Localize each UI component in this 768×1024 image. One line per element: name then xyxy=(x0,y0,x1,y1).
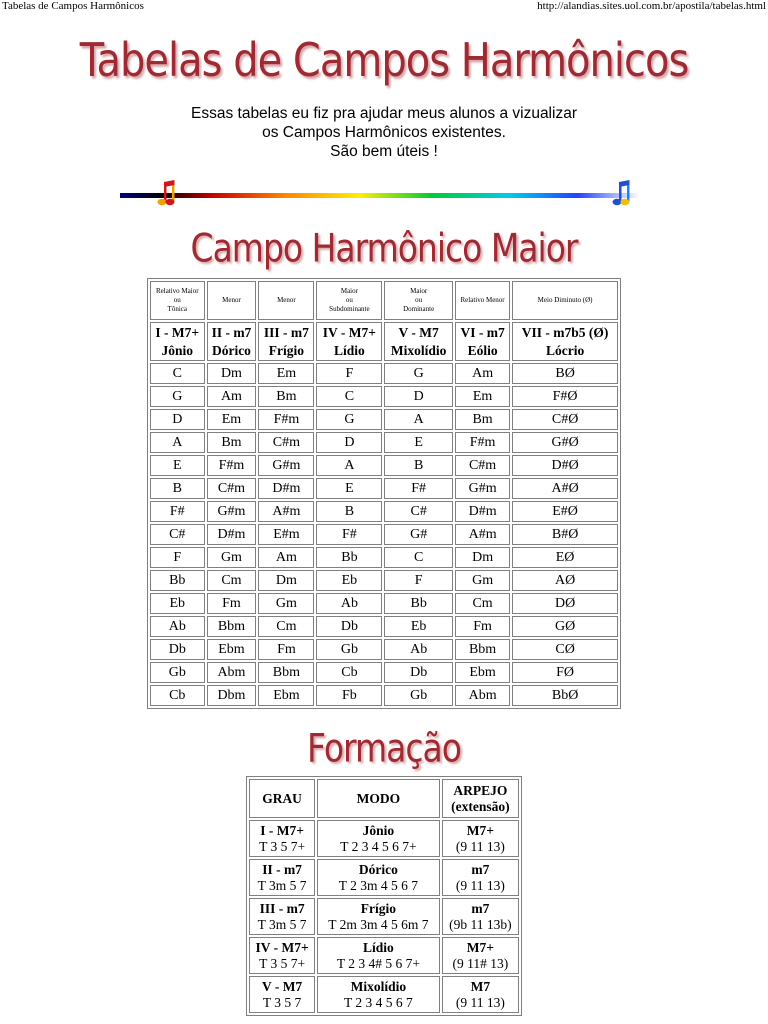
chord-cell: Cb xyxy=(316,662,382,683)
grau-notes: T 3 5 7 xyxy=(262,994,302,1010)
relation-label: Tônica xyxy=(167,305,187,313)
main-title: Tabelas de Campos Harmônicos xyxy=(79,34,689,88)
intro-line: Essas tabelas eu fiz pra ajudar meus alunos a vizualizar xyxy=(191,105,577,122)
page-title: Tabelas de Campos Harmônicos xyxy=(2,0,144,12)
chord-cell: C#m xyxy=(207,478,257,499)
arpejo-cell xyxy=(442,976,519,1013)
chord-cell: Ab xyxy=(150,616,205,637)
chord-cell: G#m xyxy=(258,455,314,476)
modo-header xyxy=(317,779,440,818)
chord-cell: BbØ xyxy=(512,685,618,706)
table-row xyxy=(150,455,618,476)
formacao-title: Formação xyxy=(307,724,461,771)
chord-cell: Bb xyxy=(384,593,453,614)
chord-cell: F#m xyxy=(207,455,257,476)
chord-cell: D#Ø xyxy=(512,455,618,476)
page-url: http://alandias.sites.uol.com.br/apostila/tabelas.html xyxy=(537,0,766,12)
chord-cell: GØ xyxy=(512,616,618,637)
grau-cell xyxy=(249,937,315,974)
chord-cell: D#m xyxy=(455,501,510,522)
grau-cell xyxy=(249,859,315,896)
arpejo-name: M7+ xyxy=(466,939,494,955)
relation-label: Meio Diminuto (Ø) xyxy=(537,296,593,304)
table-row xyxy=(150,478,618,499)
chord-cell: Am xyxy=(455,363,510,384)
chord-cell: A#m xyxy=(455,524,510,545)
chord-cell: Cm xyxy=(258,616,314,637)
chord-cell: Em xyxy=(207,409,257,430)
chord-cell: Fb xyxy=(316,685,382,706)
arpejo-name: M7+ xyxy=(466,822,494,838)
formacao-table xyxy=(246,776,522,1016)
chord-cell: A xyxy=(316,455,382,476)
chord-cell: C xyxy=(150,363,205,384)
music-note-icon xyxy=(613,180,630,205)
intro-text xyxy=(0,104,768,161)
chord-cell: Db xyxy=(316,616,382,637)
arpejo-cell xyxy=(442,820,519,857)
grau-notes: T 3 5 7+ xyxy=(259,955,306,971)
table-row xyxy=(249,820,519,857)
table-row xyxy=(249,937,519,974)
header-row xyxy=(249,779,519,818)
modo-name: Dórico xyxy=(358,861,398,877)
chord-cell: G xyxy=(150,386,205,407)
header-label: ARPEJO xyxy=(453,782,508,798)
chord-cell: Bm xyxy=(455,409,510,430)
chord-cell: Fm xyxy=(207,593,257,614)
chord-cell: C# xyxy=(150,524,205,545)
chord-cell: C#m xyxy=(455,455,510,476)
relation-label: Menor xyxy=(222,296,241,304)
modo-cell xyxy=(317,820,440,857)
mode-label: Jônio xyxy=(161,342,194,358)
chord-cell: Gm xyxy=(207,547,257,568)
chord-cell: Bb xyxy=(150,570,205,591)
chord-cell: F#m xyxy=(455,432,510,453)
degree-cell xyxy=(207,322,257,361)
table-row xyxy=(249,898,519,935)
chord-cell: C xyxy=(384,547,453,568)
chord-cell: Eb xyxy=(316,570,382,591)
chord-cell: G#m xyxy=(207,501,257,522)
table-row xyxy=(249,859,519,896)
chord-cell: F#m xyxy=(258,409,314,430)
table-row xyxy=(150,570,618,591)
chord-cell: Ab xyxy=(384,639,453,660)
grau-notes: T 3 5 7+ xyxy=(259,838,306,854)
modo-name: Mixolídio xyxy=(350,978,407,994)
chord-cell: Dbm xyxy=(207,685,257,706)
chord-cell: AØ xyxy=(512,570,618,591)
chord-cell: Ebm xyxy=(207,639,257,660)
chord-cell: CØ xyxy=(512,639,618,660)
grau-name: V - M7 xyxy=(261,978,303,994)
degree-row xyxy=(150,322,618,361)
table-row xyxy=(150,501,618,522)
arpejo-cell xyxy=(442,859,519,896)
chord-cell: Gb xyxy=(150,662,205,683)
chord-cell: E xyxy=(316,478,382,499)
degree-cell xyxy=(258,322,314,361)
chord-cell: F# xyxy=(384,478,453,499)
arpejo-cell xyxy=(442,898,519,935)
chord-cell: E#m xyxy=(258,524,314,545)
degree-label: V - M7 xyxy=(398,324,439,340)
table-row xyxy=(150,593,618,614)
chord-cell: F xyxy=(384,570,453,591)
table-row xyxy=(249,976,519,1013)
modo-name: Lídio xyxy=(363,939,394,955)
arpejo-name: m7 xyxy=(471,900,490,916)
degree-label: VII - m7b5 (Ø) xyxy=(521,324,609,340)
chord-cell: Cm xyxy=(455,593,510,614)
chord-cell: G xyxy=(384,363,453,384)
arpejo-ext: (9 11 13) xyxy=(455,994,505,1010)
chord-cell: E#Ø xyxy=(512,501,618,522)
chord-cell: E xyxy=(150,455,205,476)
chord-cell: C#m xyxy=(258,432,314,453)
relation-label: Relativo Menor xyxy=(460,296,505,304)
chord-cell: Cb xyxy=(150,685,205,706)
degree-label: IV - M7+ xyxy=(322,324,376,340)
chord-cell: Em xyxy=(455,386,510,407)
arpejo-ext: (9 11 13) xyxy=(455,838,505,854)
grau-cell xyxy=(249,898,315,935)
chord-cell: B#Ø xyxy=(512,524,618,545)
mode-label: Mixolídio xyxy=(390,342,447,358)
arpejo-ext: (9 11# 13) xyxy=(452,955,509,971)
modo-cell xyxy=(317,859,440,896)
chord-cell: Dm xyxy=(258,570,314,591)
header-sublabel: (extensão) xyxy=(451,798,510,814)
campo-harmonico-table xyxy=(147,278,621,709)
chord-cell: Fm xyxy=(258,639,314,660)
relation-cell xyxy=(207,281,257,320)
grau-name: IV - M7+ xyxy=(255,939,309,955)
modo-name: Jônio xyxy=(362,822,395,838)
rainbow-divider xyxy=(120,178,640,212)
campo-title: Campo Harmônico Maior xyxy=(190,224,578,271)
relation-cell xyxy=(512,281,618,320)
arpejo-name: M7 xyxy=(470,978,491,994)
chord-cell: Bbm xyxy=(258,662,314,683)
chord-cell: Gb xyxy=(316,639,382,660)
degree-cell xyxy=(384,322,453,361)
chord-cell: Ebm xyxy=(455,662,510,683)
chord-cell: Gm xyxy=(455,570,510,591)
chord-cell: Eb xyxy=(150,593,205,614)
modo-cell xyxy=(317,898,440,935)
print-header xyxy=(0,0,768,14)
chord-cell: D xyxy=(316,432,382,453)
chord-cell: D xyxy=(384,386,453,407)
chord-cell: C# xyxy=(384,501,453,522)
table-row xyxy=(150,524,618,545)
chord-cell: BØ xyxy=(512,363,618,384)
modo-notes: T 2 3m 4 5 6 7 xyxy=(338,877,419,893)
chord-cell: D xyxy=(150,409,205,430)
chord-cell: Abm xyxy=(207,662,257,683)
chord-cell: Fm xyxy=(455,616,510,637)
modo-notes: T 2m 3m 4 5 6m 7 xyxy=(328,916,429,932)
degree-label: I - M7+ xyxy=(155,324,200,340)
chord-cell: C#Ø xyxy=(512,409,618,430)
chord-cell: F# xyxy=(150,501,205,522)
grau-cell xyxy=(249,976,315,1013)
chord-cell: Db xyxy=(150,639,205,660)
chord-cell: Bb xyxy=(316,547,382,568)
degree-label: II - m7 xyxy=(211,324,252,340)
modo-notes: T 2 3 4# 5 6 7+ xyxy=(336,955,420,971)
chord-cell: Ab xyxy=(316,593,382,614)
chord-cell: F# xyxy=(316,524,382,545)
grau-name: II - m7 xyxy=(262,861,302,877)
degree-label: III - m7 xyxy=(263,324,309,340)
arpejo-cell xyxy=(442,937,519,974)
chord-cell: Am xyxy=(258,547,314,568)
relation-label: Subdominante xyxy=(329,305,370,313)
mode-label: Eólio xyxy=(467,342,498,358)
mode-label: Frígio xyxy=(268,342,305,358)
header-label: GRAU xyxy=(262,790,302,806)
degree-cell xyxy=(512,322,618,361)
chord-cell: EØ xyxy=(512,547,618,568)
chord-cell: B xyxy=(384,455,453,476)
chord-cell: E xyxy=(384,432,453,453)
modo-name: Frígio xyxy=(360,900,397,916)
chord-cell: Gm xyxy=(258,593,314,614)
modo-cell xyxy=(317,937,440,974)
chord-cell: A xyxy=(384,409,453,430)
table-row xyxy=(150,363,618,384)
table-row xyxy=(150,662,618,683)
chord-cell: F#Ø xyxy=(512,386,618,407)
relation-row xyxy=(150,281,618,320)
arpejo-ext: (9b 11 13b) xyxy=(449,916,512,932)
chord-cell: A#m xyxy=(258,501,314,522)
chord-cell: FØ xyxy=(512,662,618,683)
table-row xyxy=(150,685,618,706)
relation-cell xyxy=(384,281,453,320)
table-row xyxy=(150,386,618,407)
relation-label: Maior xyxy=(340,287,358,295)
chord-cell: C xyxy=(316,386,382,407)
table-row xyxy=(150,547,618,568)
chord-cell: Abm xyxy=(455,685,510,706)
relation-label: ou xyxy=(415,296,423,304)
grau-header xyxy=(249,779,315,818)
intro-line: os Campos Harmônicos existentes. xyxy=(262,124,506,141)
relation-label: Relativo Maior xyxy=(155,287,199,295)
arpejo-ext: (9 11 13) xyxy=(455,877,505,893)
table-row xyxy=(150,616,618,637)
relation-cell xyxy=(455,281,510,320)
relation-cell xyxy=(316,281,382,320)
degree-label: VI - m7 xyxy=(460,324,505,340)
grau-name: III - m7 xyxy=(259,900,305,916)
chord-cell: G#m xyxy=(455,478,510,499)
chord-cell: Am xyxy=(207,386,257,407)
mode-label: Dórico xyxy=(211,342,251,358)
chord-cell: Ebm xyxy=(258,685,314,706)
chord-cell: Bbm xyxy=(207,616,257,637)
chord-cell: Em xyxy=(258,363,314,384)
chord-cell: G# xyxy=(384,524,453,545)
table-row xyxy=(150,432,618,453)
mode-label: Lócrio xyxy=(545,342,585,358)
degree-cell xyxy=(150,322,205,361)
chord-cell: G xyxy=(316,409,382,430)
grau-notes: T 3m 5 7 xyxy=(257,877,307,893)
chord-cell: A#Ø xyxy=(512,478,618,499)
intro-line: São bem úteis ! xyxy=(330,143,438,160)
music-note-icon xyxy=(158,180,175,205)
relation-label: ou xyxy=(345,296,353,304)
chord-cell: F xyxy=(316,363,382,384)
header-label: MODO xyxy=(356,790,401,806)
arpejo-header xyxy=(442,779,519,818)
chord-cell: Bm xyxy=(207,432,257,453)
chord-cell: Dm xyxy=(207,363,257,384)
chord-cell: B xyxy=(150,478,205,499)
grau-name: I - M7+ xyxy=(260,822,304,838)
chord-cell: G#Ø xyxy=(512,432,618,453)
chord-cell: D#m xyxy=(258,478,314,499)
degree-cell xyxy=(455,322,510,361)
chord-cell: Gb xyxy=(384,685,453,706)
chord-cell: D#m xyxy=(207,524,257,545)
grau-cell xyxy=(249,820,315,857)
modo-cell xyxy=(317,976,440,1013)
relation-cell xyxy=(150,281,205,320)
grau-notes: T 3m 5 7 xyxy=(257,916,307,932)
chord-cell: B xyxy=(316,501,382,522)
table-row xyxy=(150,409,618,430)
chord-cell: DØ xyxy=(512,593,618,614)
relation-label: Menor xyxy=(277,296,296,304)
chord-cell: Cm xyxy=(207,570,257,591)
chord-cell: Db xyxy=(384,662,453,683)
chord-cell: Bbm xyxy=(455,639,510,660)
arpejo-name: m7 xyxy=(471,861,490,877)
relation-label: ou xyxy=(173,296,181,304)
table-row xyxy=(150,639,618,660)
modo-notes: T 2 3 4 5 6 7 xyxy=(344,994,413,1010)
chord-cell: F xyxy=(150,547,205,568)
chord-cell: Bm xyxy=(258,386,314,407)
mode-label: Lídio xyxy=(334,342,365,358)
relation-label: Maior xyxy=(410,287,428,295)
relation-label: Dominante xyxy=(403,305,435,313)
chord-cell: Dm xyxy=(455,547,510,568)
degree-cell xyxy=(316,322,382,361)
chord-cell: A xyxy=(150,432,205,453)
chord-cell: Eb xyxy=(384,616,453,637)
relation-cell xyxy=(258,281,314,320)
modo-notes: T 2 3 4 5 6 7+ xyxy=(340,838,417,854)
